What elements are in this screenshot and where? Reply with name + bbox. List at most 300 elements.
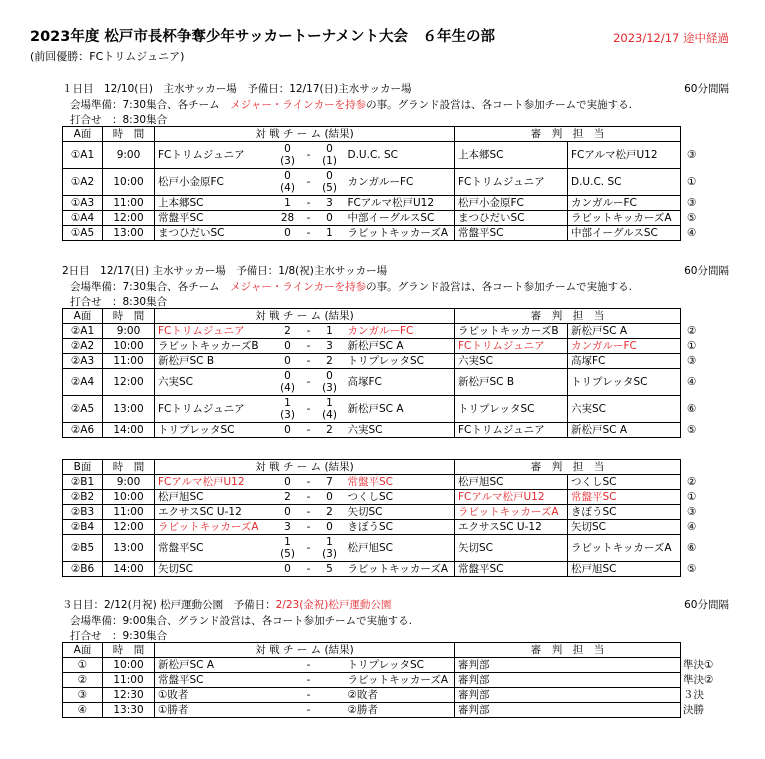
referee-2: きぼうSC [568,505,681,520]
day3-title-text: ３日目：2/12(月祝) 松戸運動公園 予備日： [62,599,276,611]
score-away: 3 [315,196,345,211]
team-home: 矢切SC [155,562,273,577]
col-court: B面 [63,460,103,475]
status-note: 2023/12/17 途中経過 [613,31,729,45]
round-label: ３決 [683,689,704,701]
col-spacer [681,309,721,324]
table-row [63,562,721,577]
team-away: D.U.C. SC [345,142,455,169]
day2-meeting: 打合せ ：8:30集合 [70,296,168,308]
match-time: 12:00 [103,369,155,396]
match-no: ②B5 [63,535,103,562]
score-stack [315,170,345,194]
score-away: 0 [315,490,345,505]
match-time: 11:00 [103,505,155,520]
match-time: 10:00 [103,658,155,673]
referee-2: ラビットキッカーズA [568,211,681,226]
col-match: 対 戦 チ ー ム (結果) [155,460,455,475]
round-label: 準決② [683,674,714,686]
match-time: 11:00 [103,354,155,369]
team-away: トリプレッタSC [345,658,455,673]
col-match: 対 戦 チ ー ム (結果) [155,309,455,324]
match-no: ①A2 [63,169,103,196]
day1-prep [70,97,632,112]
team-home: FCトリムジュニア [155,142,273,169]
score-away [315,658,345,673]
score-stack [273,536,303,560]
match-no: ② [63,673,103,688]
score-home: 3 [273,520,303,535]
score-away: 1 [315,324,345,339]
table-row [63,673,721,688]
referee: 審判部 [455,658,681,673]
referee-2: 高塚FC [568,354,681,369]
score-home [273,535,303,562]
score-home: 0 [273,339,303,354]
court-number: ③ [687,355,697,367]
day2-title: 2日目 12/17(日) 主水サッカー場 予備日：1/8(祝)主水サッカー場 [62,265,388,277]
team-home: 常盤平SC [155,535,273,562]
col-time: 時 間 [103,127,155,142]
pk-score: (4) [322,409,337,421]
court-number: ③ [687,197,697,209]
match-no: ②B4 [63,520,103,535]
referee-1: 新松戸SC B [455,369,568,396]
court-number: ④ [687,376,697,388]
referee-2: 松戸旭SC [568,562,681,577]
table-row [63,520,721,535]
table-row [63,211,721,226]
col-court: A面 [63,309,103,324]
score-home [273,369,303,396]
match-no: ②A5 [63,396,103,423]
score-stack [273,397,303,421]
col-referee: 審 判 担 当 [455,309,681,324]
match-time: 13:00 [103,396,155,423]
table-header [63,127,721,142]
referee-2: 新松戸SC A [568,423,681,438]
team-home: 六実SC [155,369,273,396]
team-away: 矢切SC [345,505,455,520]
pk-score: (3) [322,382,337,394]
referee-1: 常盤平SC [455,226,568,241]
table-row [63,142,721,169]
match-no: ① [63,658,103,673]
referee-1: 上本郷SC [455,142,568,169]
score-dash: - [303,490,315,505]
round-label: 準決① [683,659,714,671]
referee-2: 中部イーグルスSC [568,226,681,241]
score-home [273,658,303,673]
team-home: エクサスSC U-12 [155,505,273,520]
col-spacer [681,460,721,475]
score-value: 0 [326,143,333,155]
score-value: 0 [284,370,291,382]
court-number: ⑤ [687,212,697,224]
score-dash: - [303,211,315,226]
score-home: 0 [273,423,303,438]
court-number: ④ [687,521,697,533]
referee-1: エクサスSC U-12 [455,520,568,535]
score-home [273,396,303,423]
team-away: 中部イーグルスSC [345,211,455,226]
table-row [63,396,721,423]
referee-2: カンガルーFC [568,339,681,354]
table-row [63,703,721,718]
match-time: 13:00 [103,535,155,562]
day3-title [62,597,391,612]
match-no: ②B3 [63,505,103,520]
col-time: 時 間 [103,643,155,658]
col-time: 時 間 [103,309,155,324]
score-value: 1 [284,536,291,548]
score-home: 0 [273,505,303,520]
court-number: ① [687,491,697,503]
court-number: ③ [687,506,697,518]
match-no: ③ [63,688,103,703]
score-away [315,688,345,703]
col-court: A面 [63,643,103,658]
referee-1: 松戸旭SC [455,475,568,490]
team-home: トリプレッタSC [155,423,273,438]
score-away [315,535,345,562]
day3-interval: 60分間隔 [684,599,729,611]
day2-interval: 60分間隔 [684,265,729,277]
referee-1: FCトリムジュニア [455,423,568,438]
col-spacer [681,127,721,142]
referee-2: 常盤平SC [568,490,681,505]
referee-2: 六実SC [568,396,681,423]
col-spacer [681,643,721,658]
match-no: ②B2 [63,490,103,505]
score-home [273,703,303,718]
page-title: 2023年度 松戸市長杯争奪少年サッカートーナメント大会 ６年生の部 [30,29,496,45]
score-value: 0 [284,170,291,182]
score-value: 0 [284,143,291,155]
referee-2: カンガルーFC [568,196,681,211]
match-time: 9:00 [103,142,155,169]
court-number: ⑥ [687,542,697,554]
day3-backup-date: 2/23(金祝)松戸運動公園 [275,599,392,611]
match-no: ②B6 [63,562,103,577]
day1-prep-rest: の事。グランド設営は、各コート参加チームで実施する. [366,99,632,111]
score-away: 2 [315,423,345,438]
score-stack [273,170,303,194]
match-no: ①A4 [63,211,103,226]
day2-prep [70,279,632,294]
score-dash: - [303,505,315,520]
table-row [63,423,721,438]
team-away: 六実SC [345,423,455,438]
table-header [63,643,721,658]
score-away: 7 [315,475,345,490]
day3-table [62,642,721,718]
score-dash: - [303,562,315,577]
col-referee: 審 判 担 当 [455,460,681,475]
team-away: ②敗者 [345,688,455,703]
score-home: 1 [273,196,303,211]
day1-prep-highlight: メジャー・ラインカーを持参 [230,99,367,111]
round-label: 決勝 [683,704,704,716]
pk-score: (5) [280,548,295,560]
team-home: FCアルマ松戸U12 [155,475,273,490]
team-home: 松戸旭SC [155,490,273,505]
score-dash: - [303,703,315,718]
match-no: ②A1 [63,324,103,339]
team-away: カンガルーFC [345,169,455,196]
court-number: ③ [687,149,697,161]
day3-prep: 会場準備：9:00集合、グランド設営は、各コート参加チームで実施する. [70,615,412,627]
referee-1: トリプレッタSC [455,396,568,423]
table-row [63,169,721,196]
court-number: ⑤ [687,424,697,436]
score-home: 2 [273,490,303,505]
team-away: カンガルーFC [345,324,455,339]
score-away: 5 [315,562,345,577]
table-row [63,354,721,369]
match-time: 10:00 [103,339,155,354]
referee-2: FCアルマ松戸U12 [568,142,681,169]
score-value: 0 [326,170,333,182]
team-home: ラビットキッカーズB [155,339,273,354]
col-time: 時 間 [103,460,155,475]
team-away: ラビットキッカーズA [345,226,455,241]
table-header [63,309,721,324]
score-away [315,396,345,423]
score-dash: - [303,226,315,241]
score-value: 1 [326,536,333,548]
score-stack [273,143,303,167]
referee-1: 常盤平SC [455,562,568,577]
score-away [315,142,345,169]
referee-1: 六実SC [455,354,568,369]
court-number: ① [687,340,697,352]
team-home: ①敗者 [155,688,273,703]
score-home [273,142,303,169]
court-number: ⑤ [687,563,697,575]
score-dash: - [303,196,315,211]
team-away: FCアルマ松戸U12 [345,196,455,211]
court-number: ② [687,325,697,337]
match-time: 13:00 [103,226,155,241]
score-away: 2 [315,505,345,520]
team-away: ラビットキッカーズA [345,562,455,577]
team-away: きぼうSC [345,520,455,535]
match-time: 10:00 [103,490,155,505]
day1-table [62,126,721,241]
score-home [273,169,303,196]
court-number: ⑥ [687,403,697,415]
score-dash: - [303,396,315,423]
score-stack [315,143,345,167]
score-dash: - [303,142,315,169]
match-no: ②B1 [63,475,103,490]
score-away [315,703,345,718]
score-home: 0 [273,562,303,577]
team-home: 上本郷SC [155,196,273,211]
match-time: 10:00 [103,169,155,196]
day2-prep-highlight: メジャー・ラインカーを持参 [230,281,367,293]
score-away: 1 [315,226,345,241]
col-match: 対 戦 チ ー ム (結果) [155,643,455,658]
score-value: 1 [326,397,333,409]
match-time: 13:30 [103,703,155,718]
day1-interval: 60分間隔 [684,83,729,95]
previous-winner: (前回優勝：FCトリムジュニア) [30,50,185,63]
day2-prep-text: 会場準備：7:30集合、各チーム [70,281,231,293]
team-away: トリプレッタSC [345,354,455,369]
match-time: 12:30 [103,688,155,703]
day1-meeting: 打合せ ：8:30集合 [70,114,168,126]
referee-1: まつひだいSC [455,211,568,226]
col-referee: 審 判 担 当 [455,127,681,142]
table-row [63,324,721,339]
referee-1: 矢切SC [455,535,568,562]
pk-score: (3) [280,155,295,167]
score-home: 2 [273,324,303,339]
court-number: ① [687,176,697,188]
match-no: ①A5 [63,226,103,241]
referee-2: 矢切SC [568,520,681,535]
team-home: 常盤平SC [155,673,273,688]
day2-table-b [62,459,721,577]
match-no: ②A2 [63,339,103,354]
referee-1: FCトリムジュニア [455,169,568,196]
table-row [63,688,721,703]
score-dash: - [303,475,315,490]
team-home: FCトリムジュニア [155,396,273,423]
score-dash: - [303,369,315,396]
team-away: ②勝者 [345,703,455,718]
score-home: 28 [273,211,303,226]
col-match: 対 戦 チ ー ム (結果) [155,127,455,142]
score-stack [315,397,345,421]
match-time: 12:00 [103,520,155,535]
match-time: 9:00 [103,475,155,490]
team-home: 新松戸SC A [155,658,273,673]
team-home: ラビットキッカーズA [155,520,273,535]
score-away: 2 [315,354,345,369]
match-no: ②A6 [63,423,103,438]
referee-2: トリプレッタSC [568,369,681,396]
team-home: ①勝者 [155,703,273,718]
score-away: 0 [315,211,345,226]
match-time: 11:00 [103,673,155,688]
score-home: 0 [273,475,303,490]
table-row [63,475,721,490]
score-value: 1 [284,397,291,409]
team-away: 新松戸SC A [345,339,455,354]
team-home: FCトリムジュニア [155,324,273,339]
table-row [63,658,721,673]
pk-score: (1) [322,155,337,167]
match-time: 9:00 [103,324,155,339]
referee-2: 新松戸SC A [568,324,681,339]
table-row [63,339,721,354]
day1-prep-text: 会場準備：7:30集合、各チーム [70,99,231,111]
referee-2: ラビットキッカーズA [568,535,681,562]
score-home [273,673,303,688]
score-dash: - [303,423,315,438]
referee-1: 松戸小金原FC [455,196,568,211]
score-dash: - [303,324,315,339]
court-number: ② [687,476,697,488]
score-away [315,169,345,196]
score-dash: - [303,688,315,703]
day1-title: １日目 12/10(日) 主水サッカー場 予備日：12/17(日)主水サッカー場 [62,83,412,95]
pk-score: (4) [280,382,295,394]
referee-1: FCアルマ松戸U12 [455,490,568,505]
referee-1: FCトリムジュニア [455,339,568,354]
table-row [63,226,721,241]
team-home: 新松戸SC B [155,354,273,369]
match-no: ②A4 [63,369,103,396]
table-row [63,490,721,505]
score-away: 3 [315,339,345,354]
match-no: ①A1 [63,142,103,169]
team-away: つくしSC [345,490,455,505]
referee-1: ラビットキッカーズB [455,324,568,339]
score-dash: - [303,520,315,535]
score-dash: - [303,339,315,354]
score-dash: - [303,354,315,369]
match-no: ①A3 [63,196,103,211]
team-away: ラビットキッカーズA [345,673,455,688]
score-stack [273,370,303,394]
match-no: ②A3 [63,354,103,369]
pk-score: (4) [280,182,295,194]
col-court: A面 [63,127,103,142]
match-time: 11:00 [103,196,155,211]
score-away [315,369,345,396]
score-home [273,688,303,703]
pk-score: (3) [280,409,295,421]
score-home: 0 [273,354,303,369]
team-home: 松戸小金原FC [155,169,273,196]
table-header [63,460,721,475]
referee-1: ラビットキッカーズA [455,505,568,520]
team-away: 高塚FC [345,369,455,396]
table-row [63,535,721,562]
score-value: 0 [326,370,333,382]
team-away: 新松戸SC A [345,396,455,423]
referee: 審判部 [455,688,681,703]
score-stack [315,536,345,560]
match-time: 12:00 [103,211,155,226]
score-away: 0 [315,520,345,535]
court-number: ④ [687,227,697,239]
pk-score: (5) [322,182,337,194]
pk-score: (3) [322,548,337,560]
day3-meeting: 打合せ ：9:30集合 [70,630,168,642]
table-row [63,196,721,211]
score-stack [315,370,345,394]
score-home: 0 [273,226,303,241]
referee-2: D.U.C. SC [568,169,681,196]
day2-table-a [62,308,721,438]
col-referee: 審 判 担 当 [455,643,681,658]
table-row [63,369,721,396]
score-dash: - [303,169,315,196]
match-no: ④ [63,703,103,718]
match-time: 14:00 [103,562,155,577]
score-dash: - [303,673,315,688]
team-home: まつひだいSC [155,226,273,241]
day2-prep-rest: の事。グランド設営は、各コート参加チームで実施する. [366,281,632,293]
match-time: 14:00 [103,423,155,438]
referee-2: つくしSC [568,475,681,490]
team-away: 常盤平SC [345,475,455,490]
